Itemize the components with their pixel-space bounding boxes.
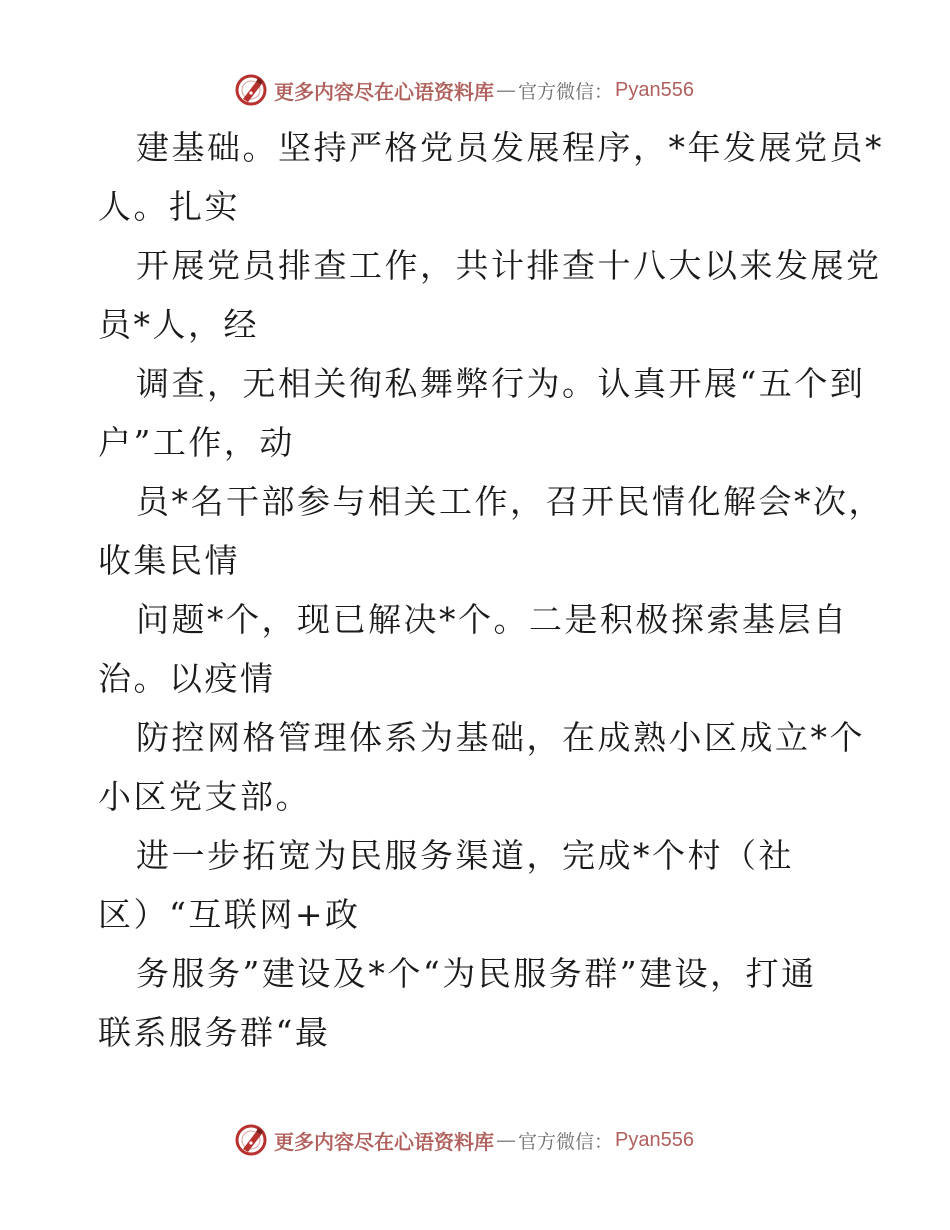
body-line: 收集民情: [98, 541, 240, 580]
body-line: 员*名干部参与相关工作，召开民情化解会*次，: [136, 482, 884, 521]
body-line: 员*人，经: [98, 305, 259, 344]
body-line: 区）“互联网+政: [98, 895, 361, 934]
body-line: 防控网格管理体系为基础，在成熟小区成立*个: [136, 718, 865, 757]
body-line: 进一步拓宽为民服务渠道，完成*个村（社: [136, 836, 794, 875]
body-line: 建基础。坚持严格党员发展程序，*年发展党员*: [136, 128, 884, 167]
footer-banner: [234, 1120, 694, 1160]
pen-nib-circle-icon: [234, 1123, 268, 1157]
footer-wechat-label: 官方微信：: [518, 1130, 614, 1153]
header-banner-separator: —: [496, 78, 516, 102]
body-line: 问题*个，现已解决*个。二是积极探索基层自: [136, 600, 849, 639]
footer-banner-text: 更多内容尽在心语资料库: [274, 1129, 494, 1154]
footer-wechat-id: Pyan556: [615, 1128, 694, 1151]
header-wechat-label: 官方微信：: [518, 80, 614, 103]
body-line: 联系服务群“最: [98, 1013, 331, 1052]
header-wechat-id: Pyan556: [615, 78, 694, 101]
body-line: 户”工作，动: [98, 423, 295, 462]
pen-nib-circle-icon: [234, 73, 268, 107]
body-line: 务服务”建设及*个“为民服务群”建设，打通: [136, 954, 817, 993]
document-body: [98, 118, 884, 1062]
body-line: 小区党支部。: [98, 777, 311, 816]
header-banner: [234, 70, 694, 110]
body-line: 治。以疫情: [98, 659, 276, 698]
body-line: 人。扎实: [98, 187, 240, 226]
body-line: 调查，无相关徇私舞弊行为。认真开展“五个到: [136, 364, 866, 403]
header-banner-text: 更多内容尽在心语资料库: [274, 79, 494, 104]
body-line: 开展党员排查工作，共计排查十八大以来发展党: [136, 246, 882, 285]
footer-banner-separator: —: [496, 1128, 516, 1152]
